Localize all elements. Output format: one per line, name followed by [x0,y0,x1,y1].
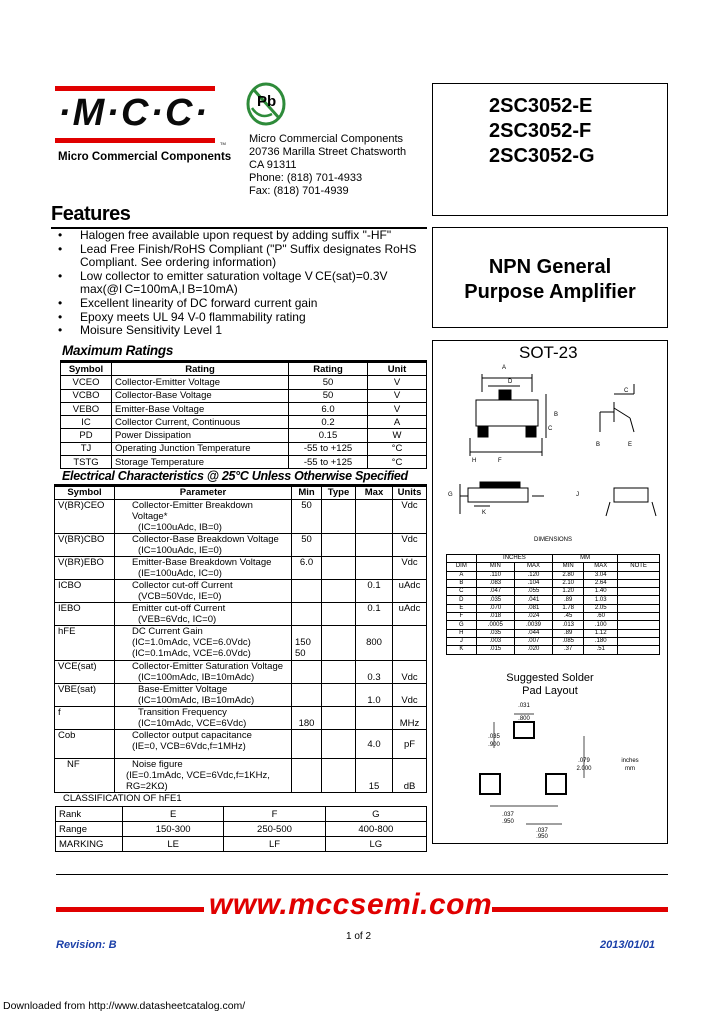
table-header-row [55,487,427,500]
table-row: IC Collector Current, Continuous 0.2 A [61,416,427,429]
part-number: 2SC3052-F [489,120,592,142]
pad-unit: mm [625,766,635,772]
table-row: V(BR)EBO Emitter-Base Breakdown Voltage (IE=100uAdc, IC=0) 6.0 Vdc [55,557,427,580]
pad-dim: .037 [502,812,514,818]
table-row: f Transition Frequency (IC=10mAdc, VCE=6Vdc) 180 MHz [55,707,427,730]
address-line: Fax: (818) 701-4939 [249,185,349,197]
col-header: Min [292,487,322,500]
table-row: hFE DC Current Gain (IC=1.0mAdc, VCE=6.0Vdc) (IC=0.1mAdc, VCE=6.0Vdc) 150 50 800 [55,626,427,661]
table-row: J .003 .007 .085 .180 [447,637,660,645]
col-header: Symbol [55,487,115,500]
elec-table [54,486,427,793]
package-title: SOT-23 [519,343,578,362]
table-row: E .070 .081 1.78 2.05 [447,604,660,612]
table-row: A .110 .120 2.80 3.04 [447,571,660,579]
svg-text:H: H [472,458,477,464]
table-header-row: INCHES MM [447,555,660,563]
col-header: Unit [368,363,427,376]
pb-text: Pb [257,93,277,110]
url-right-bar [492,907,668,912]
pad-dim: .037 [536,828,548,834]
table-row: MARKING LE LF LG [56,837,427,852]
col-header: Max [356,487,393,500]
website-link[interactable]: www.mccsemi.com [209,888,493,921]
max-ratings-table [60,362,427,469]
dimensions-table [446,554,660,655]
pad-dim: .800 [518,716,530,722]
table-row: Range 150-300 250-500 400-800 [56,822,427,837]
logo-bottom-bar [55,138,215,143]
table-row: VCEO Collector-Emitter Voltage 50 V [61,376,427,389]
table-row: Cob Collector output capacitance (IE=0, VCB=6Vdc,f=1MHz) 4.0 pF [55,730,427,759]
classification-table [55,806,427,852]
table-row: G .0005 .0039 .013 .100 [447,621,660,629]
feature-item: • Lead Free Finish/RoHS Compliant ("P" Suffix designates RoHS Compliant. See ordering information) [58,241,417,270]
table-header-row [61,363,427,376]
description-line: NPN General [488,256,612,278]
part-number: 2SC3052-G [489,145,595,167]
svg-text:G: G [448,492,453,498]
table-row: K .015 .020 .37 .51 [447,646,660,654]
feature-item: • Low collector to emitter saturation voltage V CE(sat)=0.3V max(@I C=100mA,I B=10mA) [58,268,388,297]
pad-dim: .950 [502,819,514,825]
table-row: NF Noise figure (IE=0.1mAdc, VCE=6Vdc,f=1KHz, RG=2KΩ) 15 dB [55,759,427,793]
pad-layout-diagram [470,700,650,838]
table-header-row: DIM MIN MAX MIN MAX NOTE [447,563,660,571]
features-list [58,229,428,338]
address-line: Phone: (818) 701-4933 [249,172,363,184]
feature-item: • Excellent linearity of DC forward current gain [58,295,318,310]
pad-dim: .031 [518,703,530,709]
pad-unit: inches [621,758,639,764]
table-row: VEBO Emitter-Base Voltage 6.0 V [61,402,427,415]
address-line: CA 91311 [249,159,297,171]
address-line: Micro Commercial Components [249,133,404,145]
col-header: Rating [112,363,289,376]
part-number: 2SC3052-E [489,95,593,117]
table-row: VCE(sat) Collector-Emitter Saturation Voltage (IC=100mAdc, IB=10mAdc) 0.3 Vdc [55,661,427,684]
svg-text:B: B [554,412,559,418]
pad-dim: .950 [536,834,548,838]
table-row: VCBO Collector-Base Voltage 50 V [61,389,427,402]
max-ratings-title: Maximum Ratings [62,343,174,358]
table-row: ICBO Collector cut-off Current (VCB=50Vdc, IE=0) 0.1 uAdc [55,580,427,603]
feature-item: • Epoxy meets UL 94 V-0 flammability rating [58,309,306,324]
table-row: TJ Operating Junction Temperature -55 to +125 °C [61,442,427,455]
pad-dim: 2.000 [576,766,592,772]
description-line: Purpose Amplifier [464,281,636,303]
pb-free-icon [246,82,286,126]
table-row: D .035 .041 .89 1.03 [447,596,660,604]
svg-text:B: B [596,442,601,448]
table-row: VBE(sat) Base-Emitter Voltage (IC=100mAdc, IB=10mAdc) 1.0 Vdc [55,684,427,707]
table-row: C .047 .055 1.20 1.40 [447,588,660,596]
address-line: 20736 Marilla Street Chatsworth [249,146,407,158]
features-title: Features [51,203,131,225]
trademark-mark: TM [220,141,226,146]
logo-company-name: Micro Commercial Components [58,151,232,163]
table-row: H .035 .044 .89 1.12 [447,629,660,637]
company-address [249,133,406,198]
svg-text:A: A [502,365,507,371]
svg-text:C: C [624,388,629,394]
table-row: IEBO Emitter cut-off Current (VEB=6Vdc, IC=0) 0.1 uAdc [55,603,427,626]
logo-top-bar [55,86,215,91]
pad-dim: .900 [488,742,500,748]
solder-title-line: Pad Layout [522,685,578,697]
col-header: Rating [289,363,368,376]
part-number-box [432,83,668,216]
svg-text:J: J [576,492,579,498]
mcc-logo: ·M·C·C· [58,92,210,134]
footer-top-rule [56,874,668,875]
table-row: TSTG Storage Temperature -55 to +125 °C [61,456,427,469]
svg-text:E: E [628,442,633,448]
page-number: 1 of 2 [346,931,372,942]
svg-text:K: K [482,510,487,516]
solder-title-line: Suggested Solder [506,672,594,684]
pad-dim: .079 [578,758,590,764]
table-row: PD Power Dissipation 0.15 W [61,429,427,442]
feature-item: • Moisure Sensitivity Level 1 [58,323,223,338]
classification-title: CLASSIFICATION OF hFE1 [63,793,182,804]
table-row: V(BR)CBO Collector-Base Breakdown Voltage (IC=100uAdc, IE=0) 50 Vdc [55,534,427,557]
svg-text:F: F [498,458,502,464]
download-source[interactable]: Downloaded from http://www.datasheetcatalog.com/ [3,1000,246,1012]
table-row: Rank E F G [56,807,427,822]
package-outline-diagram [440,364,662,524]
url-left-bar [56,907,204,912]
description-box [432,227,668,328]
pad-dim: .035 [488,734,500,740]
svg-text:C: C [548,426,553,432]
table-row: V(BR)CEO Collector-Emitter Breakdown Voltage* (IC=100uAdc, IB=0) 50 Vdc [55,500,427,534]
col-header: Type [322,487,356,500]
table-row: F .018 .024 .45 .60 [447,613,660,621]
svg-text:D: D [508,379,513,385]
col-header: Symbol [61,363,112,376]
feature-item: • Halogen free available upon request by adding suffix "-HF" [58,228,392,242]
solder-title [432,672,668,698]
col-header: Parameter [115,487,292,500]
revision-date: 2013/01/01 [600,939,656,951]
table-row: B .083 .104 2.10 2.64 [447,579,660,587]
col-header: Units [393,487,427,500]
revision: Revision: B [56,939,117,951]
elec-title: Electrical Characteristics @ 25°C Unless Otherwise Specified [62,469,408,483]
dims-title: DIMENSIONS [534,537,573,543]
